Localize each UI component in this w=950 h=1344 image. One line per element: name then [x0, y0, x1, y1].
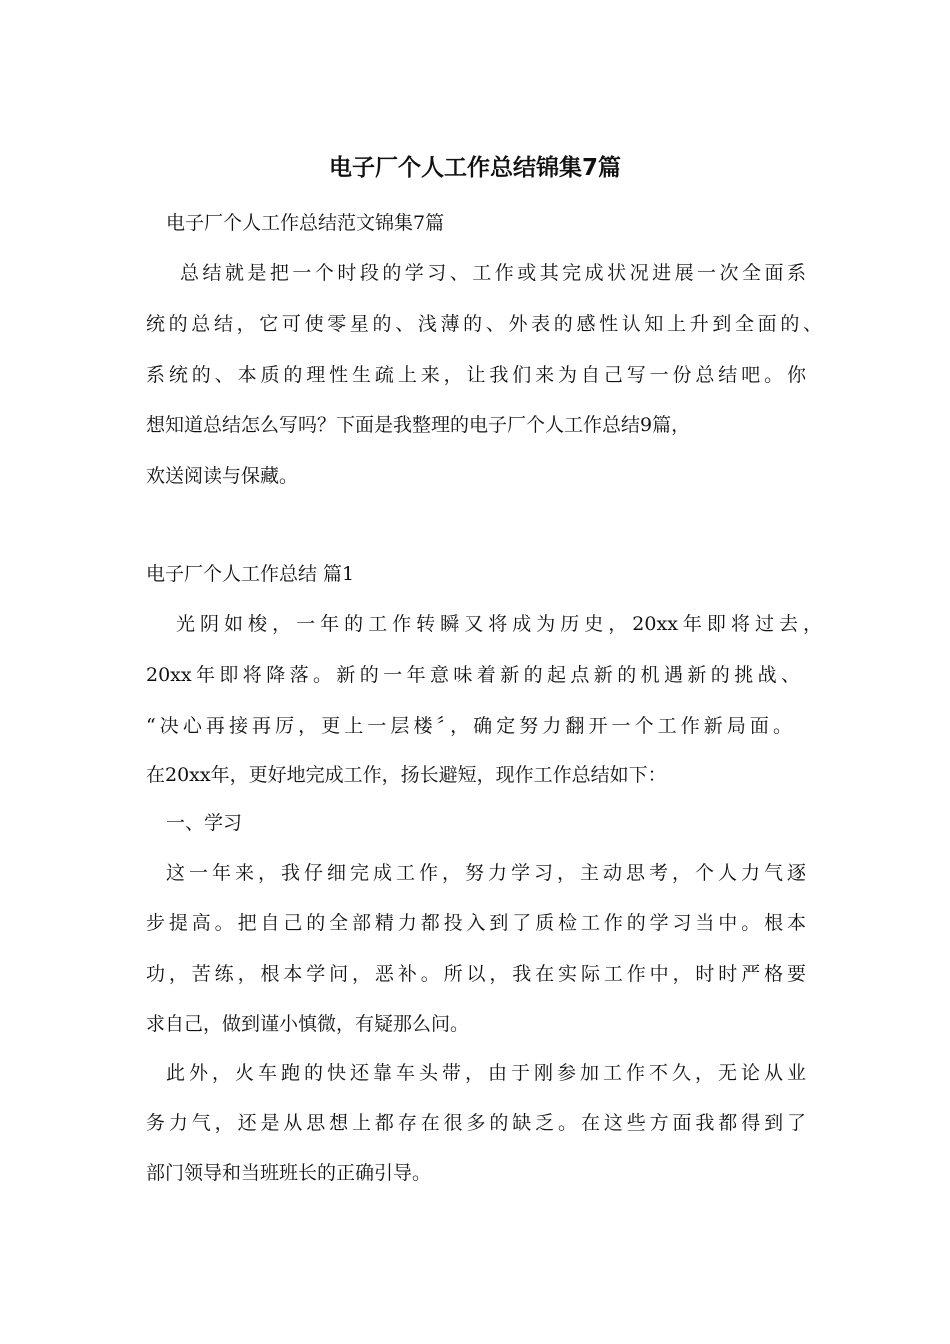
document-subtitle: 电子厂个人工作总结范文锦集7篇 [166, 212, 445, 234]
paragraph-line: 步提高。把自己的全部精力都投入到了质检工作的学习当中。根本 [146, 912, 806, 934]
paragraph-line: 20xx年即将降落。新的一年意味着新的起点新的机遇新的挑战、 [146, 664, 800, 686]
paragraph-line: 务力气，还是从思想上都存在很多的缺乏。在这些方面我都得到了 [146, 1112, 806, 1134]
paragraph-line: 这一年来，我仔细完成工作，努力学习，主动思考，个人力气逐 [166, 862, 806, 884]
document-title: 电子厂个人工作总结锦集7篇 [328, 155, 621, 181]
section-heading: 电子厂个人工作总结 篇1 [146, 563, 355, 585]
paragraph-line: 在20xx年，更好地完成工作，扬长避短，现作工作总结如下： [146, 764, 667, 786]
intro-line: 想知道总结怎么写吗？下面是我整理的电子厂个人工作总结9篇， [146, 414, 691, 436]
intro-line: 总结就是把一个时段的学习、工作或其完成状况进展一次全面系 [180, 262, 806, 284]
intro-line: 统的总结，它可使零星的、浅薄的、外表的感性认知上升到全面的、 [146, 313, 822, 335]
paragraph-line: 功，苦练，根本学问，恶补。所以，我在实际工作中，时时严格要 [146, 963, 806, 985]
intro-line: 系统的、本质的理性生疏上来，让我们来为自己写一份总结吧。你 [146, 364, 806, 386]
paragraph-line: “决心再接再厉，更上一层楼〞，确定努力翻开一个工作新局面。 [146, 715, 792, 737]
intro-line: 欢送阅读与保藏。 [146, 465, 299, 487]
paragraph-line: 此外，火车跑的快还靠车头带，由于刚参加工作不久，无论从业 [166, 1062, 806, 1084]
paragraph-line: 光阴如梭，一年的工作转瞬又将成为历史，20xx年即将过去， [176, 613, 822, 635]
paragraph-line: 部门领导和当班班长的正确引导。 [146, 1162, 432, 1184]
paragraph-line: 求自己，做到谨小慎微，有疑那么问。 [146, 1013, 470, 1035]
subheading: 一、学习 [166, 812, 243, 834]
